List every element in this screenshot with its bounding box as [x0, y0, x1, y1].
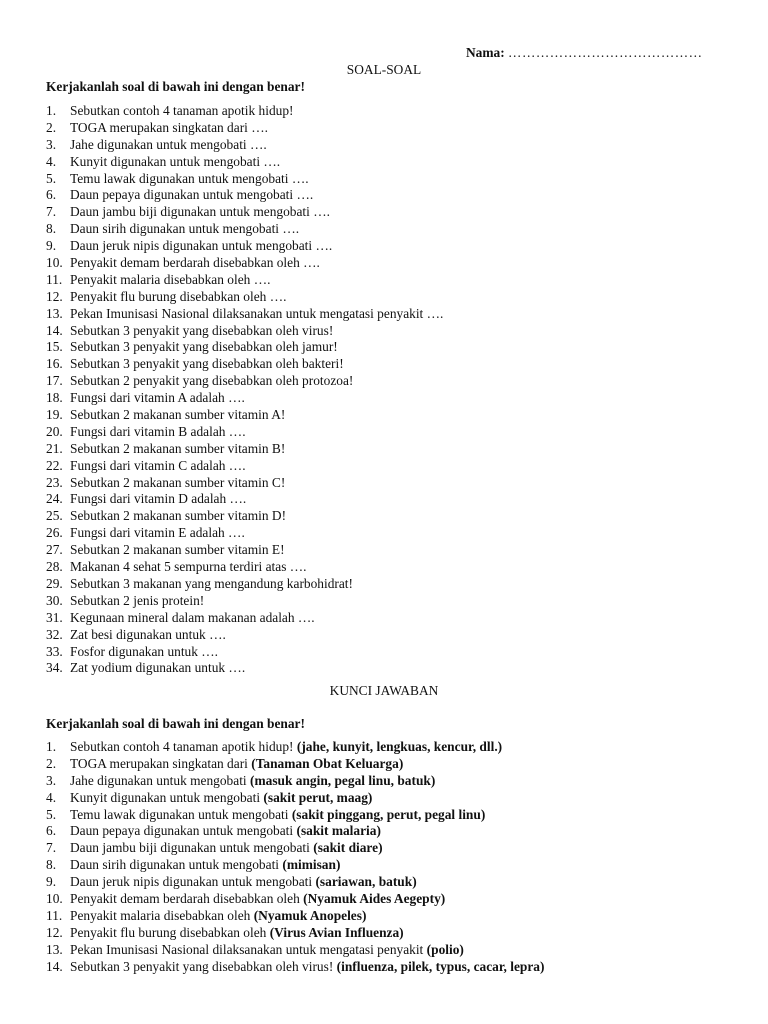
question-item: [46, 323, 443, 340]
answer-key: (sakit perut, maag): [263, 789, 373, 805]
answer-key: (influenza, pilek, typus, cacar, lepra): [336, 958, 545, 974]
answer-question-text: Kunyit digunakan untuk mengobati: [70, 789, 261, 805]
question-item: [46, 154, 443, 171]
question-text: Zat besi digunakan untuk ….: [70, 626, 226, 642]
question-text: Fungsi dari vitamin E adalah ….: [70, 525, 245, 541]
question-number: 33.: [46, 643, 63, 659]
question-text: Penyakit demam berdarah disebabkan oleh ….: [70, 255, 320, 271]
answer-question-text: Daun jeruk nipis digunakan untuk mengobati: [70, 874, 313, 890]
answer-question-text: Pekan Imunisasi Nasional dilaksanakan untuk mengatasi penyakit: [70, 941, 424, 957]
answer-number: 5.: [46, 806, 57, 822]
question-item: [46, 491, 443, 508]
question-item: [46, 424, 443, 441]
question-item: [46, 238, 443, 255]
question-item: [46, 660, 443, 677]
question-item: [46, 103, 443, 120]
answer-item: [46, 739, 544, 756]
question-number: 24.: [46, 491, 63, 507]
answer-number: 10.: [46, 891, 63, 907]
question-text: Kegunaan mineral dalam makanan adalah ….: [70, 609, 315, 625]
question-number: 3.: [46, 136, 57, 152]
answer-key: (jahe, kunyit, lengkuas, kencur, dll.): [296, 739, 503, 754]
answer-number: 14.: [46, 958, 63, 974]
question-item: [46, 137, 443, 154]
question-number: 20.: [46, 423, 63, 439]
question-text: TOGA merupakan singkatan dari ….: [70, 119, 268, 135]
question-item: [46, 475, 443, 492]
answer-item: [46, 908, 544, 925]
question-item: [46, 593, 443, 610]
question-item: [46, 458, 443, 475]
answer-question-text: Jahe digunakan untuk mengobati: [70, 772, 247, 788]
question-text: Jahe digunakan untuk mengobati ….: [70, 136, 267, 152]
answer-number: 11.: [46, 907, 63, 923]
question-item: [46, 120, 443, 137]
question-text: Sebutkan contoh 4 tanaman apotik hidup!: [70, 103, 294, 118]
question-item: [46, 559, 443, 576]
answer-number: 8.: [46, 857, 57, 873]
answer-number: 7.: [46, 840, 57, 856]
name-blank: ……………………………………: [508, 45, 703, 60]
question-text: Pekan Imunisasi Nasional dilaksanakan untuk mengatasi penyakit ….: [70, 305, 444, 321]
question-item: [46, 272, 443, 289]
answer-item: [46, 942, 544, 959]
question-text: Sebutkan 2 makanan sumber vitamin C!: [70, 474, 286, 490]
question-text: Kunyit digunakan untuk mengobati ….: [70, 153, 281, 169]
answer-key: (mimisan): [282, 857, 341, 873]
answer-question-text: Penyakit malaria disebabkan oleh: [70, 907, 251, 923]
question-number: 10.: [46, 255, 63, 271]
question-text: Fungsi dari vitamin C adalah ….: [70, 457, 246, 473]
question-item: [46, 356, 443, 373]
question-item: [46, 390, 443, 407]
answer-item: [46, 790, 544, 807]
question-number: 7.: [46, 204, 57, 220]
question-text: Sebutkan 2 makanan sumber vitamin A!: [70, 407, 286, 423]
question-text: Sebutkan 3 penyakit yang disebabkan oleh bakteri!: [70, 356, 344, 372]
question-item: [46, 407, 443, 424]
answer-question-text: TOGA merupakan singkatan dari: [70, 755, 248, 771]
answer-list: [46, 739, 544, 975]
question-number: 5.: [46, 170, 57, 186]
question-number: 18.: [46, 390, 63, 406]
answer-item: [46, 925, 544, 942]
answer-question-text: Sebutkan contoh 4 tanaman apotik hidup!: [70, 739, 294, 754]
question-item: [46, 289, 443, 306]
answer-number: 12.: [46, 924, 63, 940]
question-number: 19.: [46, 407, 63, 423]
question-number: 15.: [46, 339, 63, 355]
answer-item: [46, 840, 544, 857]
answer-number: 4.: [46, 789, 57, 805]
question-text: Daun jeruk nipis digunakan untuk mengobati ….: [70, 238, 333, 254]
answer-key: (Nyamuk Anopeles): [253, 907, 367, 923]
question-number: 32.: [46, 626, 63, 642]
question-number: 21.: [46, 440, 63, 456]
answer-key: (sakit diare): [313, 840, 383, 856]
answer-question-text: Daun jambu biji digunakan untuk mengobati: [70, 840, 310, 856]
kunci-instruction: Kerjakanlah soal di bawah ini dengan benar!: [46, 716, 305, 731]
question-number: 6.: [46, 187, 57, 203]
answer-number: 3.: [46, 772, 57, 788]
question-item: [46, 610, 443, 627]
question-text: Sebutkan 3 makanan yang mengandung karbohidrat!: [70, 575, 353, 591]
question-number: 17.: [46, 373, 63, 389]
question-text: Fosfor digunakan untuk ….: [70, 643, 219, 659]
question-text: Daun jambu biji digunakan untuk mengobati ….: [70, 204, 330, 220]
question-item: [46, 576, 443, 593]
question-item: [46, 627, 443, 644]
question-number: 13.: [46, 305, 63, 321]
question-item: [46, 339, 443, 356]
question-number: 14.: [46, 322, 63, 338]
question-number: 8.: [46, 221, 57, 237]
question-number: 1.: [46, 103, 57, 118]
answer-item: [46, 807, 544, 824]
answer-key: (Nyamuk Aides Aegepty): [303, 891, 446, 907]
answer-number: 1.: [46, 739, 57, 754]
question-text: Sebutkan 3 penyakit yang disebabkan oleh virus!: [70, 322, 334, 338]
answer-key: (sariawan, batuk): [315, 874, 417, 890]
question-text: Sebutkan 2 makanan sumber vitamin D!: [70, 508, 287, 524]
question-number: 29.: [46, 575, 63, 591]
question-item: [46, 221, 443, 238]
question-text: Fungsi dari vitamin A adalah ….: [70, 390, 245, 406]
question-text: Penyakit malaria disebabkan oleh ….: [70, 271, 271, 287]
question-text: Sebutkan 2 penyakit yang disebabkan oleh protozoa!: [70, 373, 354, 389]
question-number: 27.: [46, 542, 63, 558]
question-number: 12.: [46, 288, 63, 304]
answer-item: [46, 756, 544, 773]
question-number: 26.: [46, 525, 63, 541]
question-text: Sebutkan 2 makanan sumber vitamin B!: [70, 440, 286, 456]
name-field: [466, 45, 703, 61]
question-item: [46, 441, 443, 458]
answer-question-text: Daun sirih digunakan untuk mengobati: [70, 857, 280, 873]
answer-number: 2.: [46, 755, 57, 771]
question-text: Sebutkan 2 jenis protein!: [70, 592, 205, 608]
question-text: Fungsi dari vitamin D adalah ….: [70, 491, 247, 507]
question-number: 28.: [46, 559, 63, 575]
question-item: [46, 204, 443, 221]
question-item: [46, 644, 443, 661]
answer-question-text: Daun pepaya digunakan untuk mengobati: [70, 823, 294, 839]
question-text: Zat yodium digunakan untuk ….: [70, 660, 246, 676]
question-number: 25.: [46, 508, 63, 524]
question-number: 31.: [46, 609, 63, 625]
question-number: 30.: [46, 592, 63, 608]
answer-item: [46, 959, 544, 976]
question-number: 4.: [46, 153, 57, 169]
question-number: 11.: [46, 271, 63, 287]
question-item: [46, 525, 443, 542]
answer-key: (polio): [426, 941, 464, 957]
question-text: Penyakit flu burung disebabkan oleh ….: [70, 288, 287, 304]
answer-item: [46, 773, 544, 790]
answer-key: (Tanaman Obat Keluarga): [251, 755, 404, 771]
question-item: [46, 373, 443, 390]
answer-key: (Virus Avian Influenza): [269, 924, 404, 940]
answer-question-text: Temu lawak digunakan untuk mengobati: [70, 806, 289, 822]
question-text: Sebutkan 3 penyakit yang disebabkan oleh jamur!: [70, 339, 338, 355]
answer-key: (sakit malaria): [296, 823, 381, 839]
soal-title: SOAL-SOAL: [346, 62, 422, 77]
question-list: [46, 103, 443, 677]
answer-number: 13.: [46, 941, 63, 957]
question-item: [46, 306, 443, 323]
question-number: 16.: [46, 356, 63, 372]
answer-item: [46, 823, 544, 840]
answer-number: 9.: [46, 874, 57, 890]
answer-number: 6.: [46, 823, 57, 839]
question-text: Fungsi dari vitamin B adalah ….: [70, 423, 246, 439]
soal-instruction: Kerjakanlah soal di bawah ini dengan benar!: [46, 79, 305, 94]
question-text: Sebutkan 2 makanan sumber vitamin E!: [70, 542, 285, 558]
answer-item: [46, 874, 544, 891]
question-item: [46, 187, 443, 204]
question-text: Temu lawak digunakan untuk mengobati ….: [70, 170, 309, 186]
question-number: 23.: [46, 474, 63, 490]
answer-question-text: Sebutkan 3 penyakit yang disebabkan oleh virus!: [70, 958, 334, 974]
answer-question-text: Penyakit flu burung disebabkan oleh: [70, 924, 267, 940]
answer-key: (sakit pinggang, perut, pegal linu): [291, 806, 486, 822]
answer-key: (masuk angin, pegal linu, batuk): [250, 772, 436, 788]
question-item: [46, 255, 443, 272]
name-label: Nama:: [466, 45, 505, 60]
answer-question-text: Penyakit demam berdarah disebabkan oleh: [70, 891, 300, 907]
question-number: 34.: [46, 660, 63, 676]
question-text: Makanan 4 sehat 5 sempurna terdiri atas ….: [70, 559, 307, 575]
question-item: [46, 171, 443, 188]
question-item: [46, 542, 443, 559]
question-number: 2.: [46, 119, 57, 135]
question-text: Daun pepaya digunakan untuk mengobati ….: [70, 187, 314, 203]
question-number: 9.: [46, 238, 57, 254]
answer-item: [46, 857, 544, 874]
kunci-title: KUNCI JAWABAN: [329, 683, 439, 698]
question-item: [46, 508, 443, 525]
question-text: Daun sirih digunakan untuk mengobati ….: [70, 221, 300, 237]
question-number: 22.: [46, 457, 63, 473]
answer-item: [46, 891, 544, 908]
